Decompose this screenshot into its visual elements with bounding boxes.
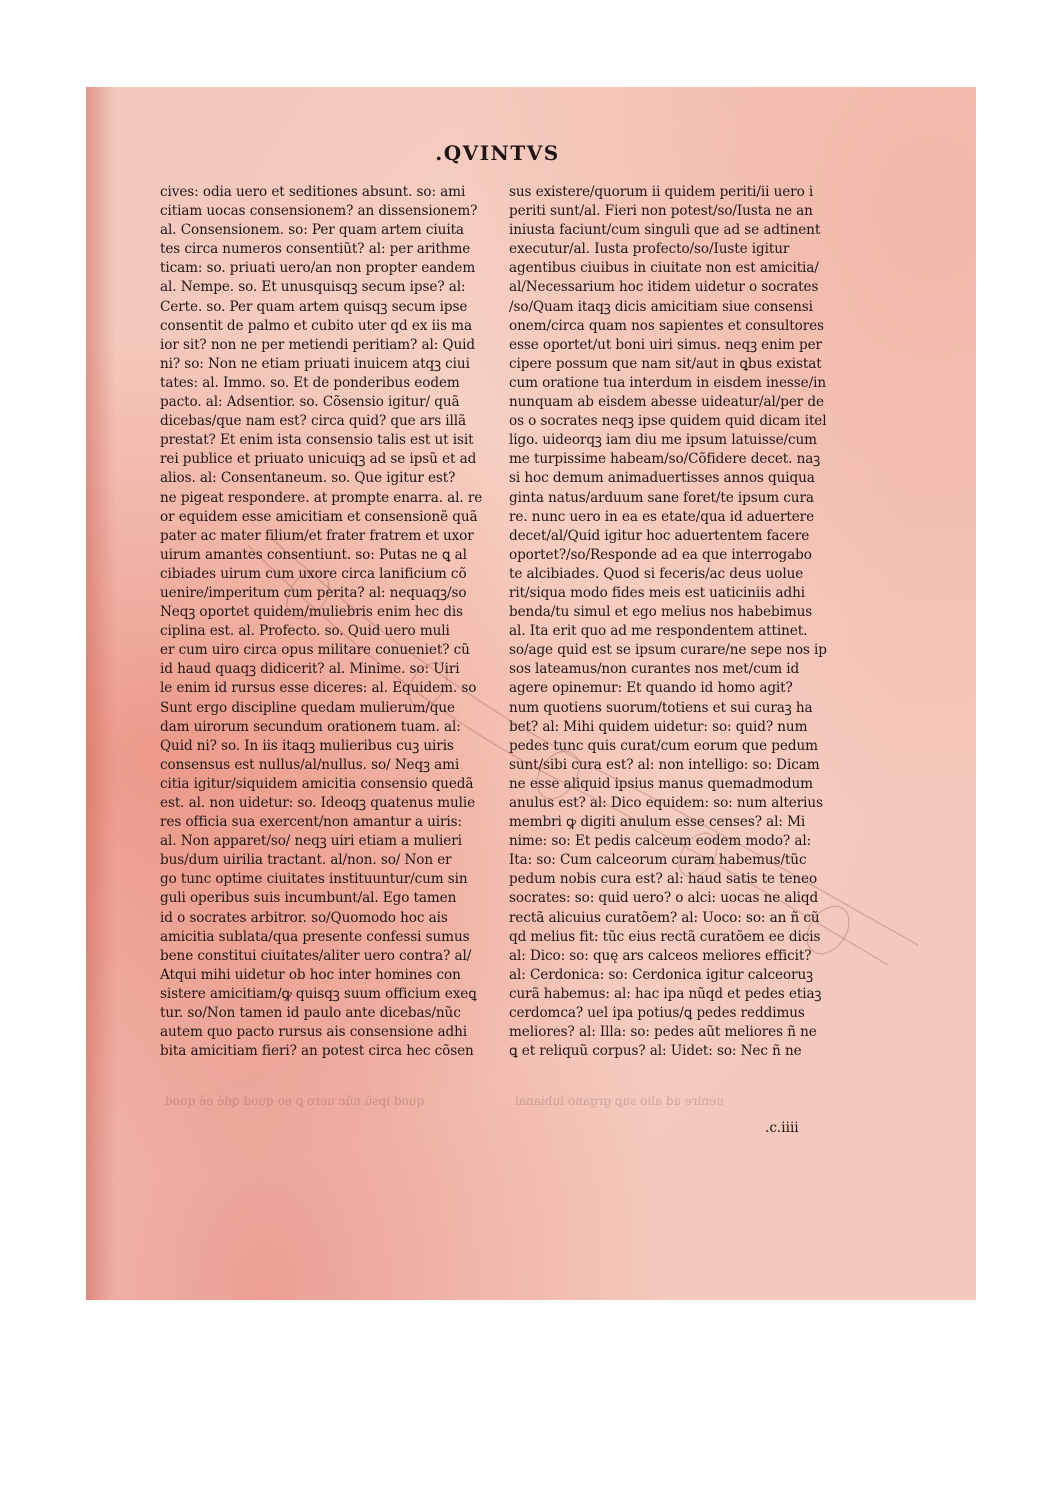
text-line: al. Ita erit quo ad me respondentem attinet. <box>509 623 808 640</box>
text-line: pacto. al: Adsentior. so. Cõsensio igitur/ quã <box>160 394 460 411</box>
text-line: citiam uocas consensionem? an dissensionem? <box>160 203 478 220</box>
text-line: meliores? al: Illa: so: pedes aũt meliores ñ ne <box>509 1024 817 1041</box>
text-line: rei publice et priuato unicuiqꝫ ad se ipsũ et ad <box>160 451 477 468</box>
text-line: tes circa numeros consentiũt? al: per arithme <box>160 241 471 258</box>
text-line: bus/dum uirilia tractant. al/non. so/ Non er <box>160 852 452 869</box>
text-line: /so/Quam itaqꝫ dicis amicitiam siue consensi <box>509 298 813 315</box>
text-line: curã habemus: al: hac ipa nũqd et pedes etiaꝫ <box>509 985 822 1002</box>
text-line: pedes tunc quis curat/cum eorum que pedum <box>509 737 818 754</box>
text-line: al: Dico: so: quę ars calceos meliores efficit? <box>509 947 812 964</box>
text-line: agere opinemur: Et quando id homo agit? <box>509 680 793 697</box>
text-line: num quotiens suorum/totiens et sui curaꝫ ha <box>509 699 813 716</box>
bleed-through-text-left: quod ipsũ nũc uero ꝑ eo quod ꝗdẽ eẽ quod <box>165 1094 425 1108</box>
text-line: id o socrates arbitror. so/Quomodo hoc ais <box>160 909 448 926</box>
text-line: benda/tu simul et ego melius nos habebimus <box>509 604 813 621</box>
text-line: ciplina est. al. Profecto. so. Quid uero muli <box>160 623 450 640</box>
text-line: autem quo pacto rursus ais consensione adhi <box>160 1024 468 1041</box>
text-line: cibiades uirum cum uxore circa lanificium cõ <box>160 565 467 582</box>
text-line: membri ꝙ digiti anulum esse censes? al: Mi <box>509 814 806 831</box>
right-text-column <box>509 183 827 1061</box>
text-line: ne pigeat respondere. at prompte enarra. al. re <box>160 489 483 506</box>
text-line: qd melius fit: tũc eius rectã curatõem ee dicis <box>509 928 821 945</box>
text-line: bene constitui ciuitates/aliter uero contra? al/ <box>160 947 472 964</box>
text-line: rectã alicuius curatõem? al: Uoco: so: an ñ cũ <box>509 909 820 926</box>
text-line: sos lateamus/non curantes nos met/cum id <box>509 661 800 678</box>
text-line: pedum nobis cura est? al: haud satis te teneo <box>509 871 818 888</box>
text-line: cerdomca? uel ipa potius/ꝗ pedes reddimus <box>509 1005 805 1022</box>
text-line: consensus est nullus/al/nullus. so/ Neqꝫ ami <box>160 756 460 773</box>
text-line: Certe. so. Per quam artem quisqꝫ secum ipse <box>160 298 468 315</box>
text-line: cipere possum que nam sit/aut in ꝗbus existat <box>509 355 822 372</box>
text-line: ne esse aliquid ipsius manus quemadmodum <box>509 775 813 792</box>
text-line: res officia sua exercent/non amantur a uiris: <box>160 814 463 831</box>
text-line: ior sit? non ne per metiendi peritiam? al: Quid <box>160 336 475 353</box>
text-line: executur/al. Iusta profecto/so/Iuste igitur <box>509 241 790 258</box>
text-line: al. Non apparet/so/ neqꝫ uiri etiam a mulieri <box>160 833 462 850</box>
text-line: alios. al: Consentaneum. so. Que igitur est? <box>160 470 456 487</box>
text-line: al. Consensionem. so: Per quam artem ciuita <box>160 222 464 239</box>
text-line: citia igitur/siquidem amicitia consensio quedã <box>160 775 474 792</box>
text-line: Ita: so: Cum calceorum curam habemus/tũc <box>509 852 807 869</box>
text-line: ni? so: Non ne etiam priuati inuicem atqꝫ ciui <box>160 355 470 372</box>
text-line: re. nunc uero in ea es etate/qua id aduertere <box>509 508 815 525</box>
text-line: esse oportet/ut boni uiri simus. neqꝫ enim per <box>509 336 822 353</box>
text-line: nunquam ab eisdem abesse uideatur/al/per de <box>509 394 824 411</box>
text-line: dicebas/que nam est? circa quid? que ars illã <box>160 413 467 430</box>
text-line: sunt/sibi cura est? al: non intelligo: so: Dicam <box>509 756 820 773</box>
text-line: nime: so: Et pedis calceum eodem modo? al: <box>509 833 812 850</box>
text-line: prestat? Et enim ista consensio talis est ut isit <box>160 432 474 449</box>
text-line: agentibus ciuibus in ciuitate non est amicitia/ <box>509 260 819 277</box>
text-line: le enim id rursus esse diceres: al. Equidem. so <box>160 680 477 697</box>
text-line: Sunt ergo discipline quedam mulierum/que <box>160 699 455 716</box>
text-line: pater ac mater filium/et frater fratrem et uxor <box>160 527 474 544</box>
text-line: al/Necessarium hoc itidem uidetur o socrates <box>509 279 819 296</box>
text-line: amicitia sublata/qua presente confessi sumus <box>160 928 470 945</box>
text-line: sistere amicitiam/ꝙ quisqꝫ suum officium exeꝗ <box>160 985 477 1002</box>
text-line: decet/al/Quid igitur hoc aduertentem facere <box>509 527 810 544</box>
text-line: guli operibus suis incumbunt/al. Ego tamen <box>160 890 457 907</box>
signature-mark: .c.iiii <box>765 1120 799 1136</box>
text-line: tates: al. Immo. so. Et de ponderibus eodem <box>160 374 460 391</box>
page-gutter-shadow <box>86 87 116 1300</box>
text-line: id haud quaqꝫ didicerit? al. Minime. so: Uiri <box>160 661 460 678</box>
running-head: .QVINTVS <box>435 141 560 165</box>
text-line: si hoc demum animaduertisses annos quiqua <box>509 470 815 487</box>
text-line: te alcibiades. Quod si feceris/ac deus uolue <box>509 565 804 582</box>
text-line: dam uirorum secundum orationem tuam. al: <box>160 718 461 735</box>
text-line: er cum uiro circa opus militare conueniet? cũ <box>160 642 470 659</box>
text-line: os o socrates neqꝫ ipse quidem quid dicam itel <box>509 413 827 430</box>
text-line: iniusta faciunt/cum singuli que ad se adtinent <box>509 222 821 239</box>
text-line: cum oratione tua interdum in eisdem inesse/in <box>509 374 826 391</box>
text-line: onem/circa quam nos sapientes et consultores <box>509 317 824 334</box>
text-line: Neqꝫ oportet quidem/muliebris enim hec dis <box>160 604 463 621</box>
text-line: me turpissime habeam/so/Cõfidere decet. naꝫ <box>509 451 821 468</box>
text-line: consentit de palmo et cubito uter qd ex iis ma <box>160 317 472 334</box>
text-line: go tunc optime ciuitates instituuntur/cum sin <box>160 871 468 888</box>
text-line: uirum amantes consentiunt. so: Putas ne ꝗ al <box>160 546 467 563</box>
text-line: anulus est? al: Dico equidem: so: num alterius <box>509 795 823 811</box>
bleed-through-text-right: uenire ad alio suꝑ grgano iubianal <box>515 1094 724 1108</box>
text-line: rit/siqua modo fides meis est uaticiniis adhi <box>509 584 805 601</box>
text-line: bita amicitiam fieri? an potest circa hec cõsen <box>160 1043 474 1060</box>
text-line: or equidem esse amicitiam et consensionẽ quã <box>160 508 478 525</box>
text-line: ginta natus/arduum sane foret/te ipsum cura <box>509 489 814 506</box>
text-line: Quid ni? so. In iis itaqꝫ mulieribus cuꝫ uiris <box>160 737 454 754</box>
text-line: sus existere/quorum ii quidem periti/ii uero i <box>509 184 814 200</box>
text-line: ꝗ et reliquũ corpus? al: Uidet: so: Nec ñ ne <box>509 1043 802 1060</box>
text-line: est. al. non uidetur: so. Ideoqꝫ quatenus mulie <box>160 795 476 811</box>
text-line: uenire/imperitum cum perita? al: nequaqꝫ/so <box>160 584 467 601</box>
text-line: Atqui mihi uidetur ob hoc inter homines con <box>160 966 461 983</box>
text-line: so/age quid est se ipsum curare/ne sepe nos ip <box>509 642 827 659</box>
text-line: ligo. uideorqꝫ iam diu me ipsum latuisse/cum <box>509 432 817 449</box>
text-line: al: Cerdonica: so: Cerdonica igitur calceoruꝫ <box>509 966 813 983</box>
text-line: bet? al: Mihi quidem uidetur: so: quid? num <box>509 718 808 735</box>
text-line: al. Nempe. so. Et unusquisqꝫ secum ipse? al: <box>160 279 466 296</box>
text-line: ticam: so. priuati uero/an non propter eandem <box>160 260 476 277</box>
text-line: oportet?/so/Responde ad ea que interrogabo <box>509 546 812 563</box>
left-text-column <box>160 183 490 1061</box>
text-line: tur. so/Non tamen id paulo ante dicebas/nũc <box>160 1005 461 1022</box>
text-line: cives: odia uero et seditiones absunt. so: ami <box>160 184 466 200</box>
text-line: periti sunt/al. Fieri non potest/so/Iusta ne an <box>509 203 813 220</box>
text-line: socrates: so: quid uero? o alci: uocas ne aliqd <box>509 890 819 907</box>
